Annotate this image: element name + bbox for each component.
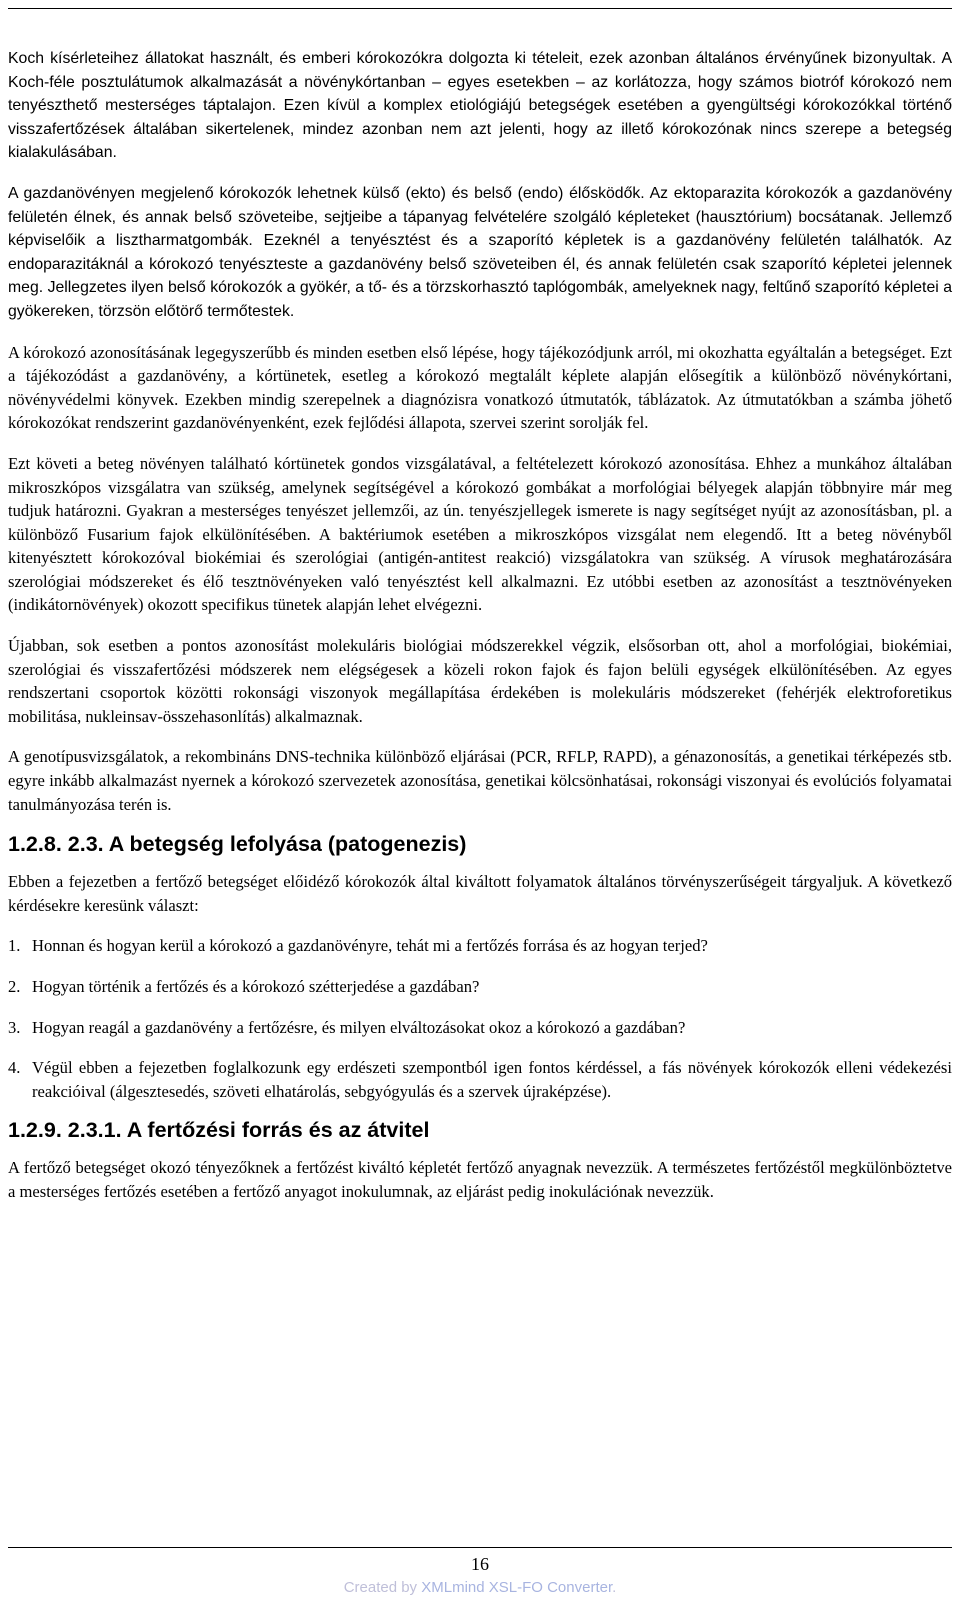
list-item (8, 934, 952, 958)
paragraph-parasites: A gazdanövényen megjelenő kórokozók lehetnek külső (ekto) és belső (endo) élősködők. Az ektoparazita kórokozók a gazdanövény felületén élnek, és annak belső szöveteibe, sejtjeibe a tápanyag felvételére szolgáló képleteket (hausztórium) bocsátanak. Jellemző képviselőik a lisztharmatgombák. Ezeknél a tenyésztést és a szaporító képletek is a gazdanövény felületén találhatók. Az endoparazitáknál a kórokozó tenyészteste a gazdanövény belső szöveteiben él, és annak felületén csak szaporító képletei jelennek meg. Jellegzetes ilyen belső kórokozók a gyökér, a tő- és a törzskorhasztó taplógombák, amelyeknek nagy, feltűnő szaporító képletei a gyökereken, törzsön előtörő termőtestek. (8, 184, 952, 320)
question-list (8, 934, 952, 1103)
list-item-number: 1. (8, 936, 21, 956)
converter-credit (0, 1578, 960, 1598)
paragraph-genotype: A genotípusvizsgálatok, a rekombináns DNS-technika különböző eljárásai (PCR, RFLP, RAPD), a génazonosítás, a genetikai térképezés stb. egyre inkább alkalmazást nyernek a kórokozó szervezetek azonosítása, genetikai kölcsönhatásai, rokonsági viszonyai és evolúciós folyamatai tanulmányozása terén is. (8, 747, 952, 814)
list-item (8, 1056, 952, 1103)
section-heading-pathogenesis: 1.2.8. 2.3. A betegség lefolyása (patogenezis) (8, 832, 467, 857)
paragraph-pathogenesis-intro: Ebben a fejezetben a fertőző betegséget előidéző kórokozók által kiváltott folyamatok általános törvényszerűségeit tárgyaljuk. A következő kérdésekre keresünk választ: (8, 872, 952, 915)
header-rule (8, 8, 952, 9)
list-item-text: Honnan és hogyan kerül a kórokozó a gazdanövényre, tehát mi a fertőzés forrása és az hogyan terjed? (32, 936, 708, 956)
list-item (8, 975, 952, 999)
list-item-number: 4. (8, 1058, 21, 1078)
list-item-text: Hogyan reagál a gazdanövény a fertőzésre, és milyen elváltozásokat okoz a kórokozó a gazdában? (32, 1017, 686, 1037)
paragraph-koch: Koch kísérleteihez állatokat használt, és emberi kórokozókra dolgozta ki tételeit, ezek azonban általános érvényűnek bizonyultak. A Koch-féle posztulátumok alkalmazását a növénykórtanban – egyes esetekben – az korlátozza, hogy számos biotróf kórokozó nem tenyészthető mesterséges táptalajon. Ezen kívül a komplex etiológiájú betegségek esetében a gyengültségi kórokozókkal történő visszafertőzések általában sikertelenek, mindez azonban nem azt jelenti, hogy az illető kórokozónak nincs szerepe a betegség kialakulásában. (8, 50, 952, 162)
paragraph-infection-source: A fertőző betegséget okozó tényezőknek a fertőzést kiváltó képletét fertőző anyagnak nevezzük. A természetes fertőzéstől megkülönböztetve a mesterséges fertőzés esetében a fertőző anyagot inokulumnak, az eljárást pedig inokulációnak nevezzük. (8, 1158, 952, 1201)
list-item (8, 1016, 952, 1040)
list-item-number: 3. (8, 1017, 21, 1037)
page-number: 16 (471, 1554, 489, 1574)
paragraph-microscopy: Ezt követi a beteg növényen található kórtünetek gondos vizsgálatával, a feltételezett kórokozó azonosítása. Ehhez a munkához általában mikroszkópos vizsgálatra van szükség, amelynek segítségével a kórokozó gombákat a morfológiai bélyegek alapján többnyire már meg tudjuk határozni. Gyakran a mesterséges tenyészet jellemzői, az ún. tenyészjellegek ismerete is nagy segítséget nyújt az azonosításban, pl. a különböző Fusarium fajok elkülönítésében. A baktériumok esetében a mikroszkópos vizsgálat nem elegendő. Itt a beteg növényből kitenyésztett kórokozóval biokémiai és szerológiai (antigén-antitest reakció) vizsgálatokra van szükség. A vírusok meghatározására szerológiai módszereket és élő tesztnövényeken való tenyésztést kell alkalmazni. Ez utóbbi esetben az azonosítást a tesztnövényeken (indikátornövények) okozott specifikus tünetek alapján lehet elvégezni. (8, 453, 952, 615)
paragraph-molecular: Újabban, sok esetben a pontos azonosítást molekuláris biológiai módszerekkel végzik, elsősorban ott, ahol a morfológiai, biokémiai, szerológiai és visszafertőzési módszerek nem elégségesek a közeli rokon fajok és fajon belüli egységek elkülönítésében. Az egyes rendszertani csoportok közötti rokonsági viszonyok megállapítása érdekében is molekuláris módszereket (fehérjék elektroforetikus mobilitása, nukleinsav-összehasonlítás) alkalmaznak. (8, 636, 952, 726)
credit-brand-link[interactable]: XMLmind XSL-FO Converter (421, 1579, 613, 1596)
paragraph-identification: A kórokozó azonosításának legegyszerűbb és minden esetben első lépése, hogy tájékozódjunk arról, mi okozhatta egyáltalán a betegséget. Ezt a tájékozódást a gazdanövény, a kórtünetek, esetleg a kórokozó megtalált képlete alapján elősegítik a különböző növénykórtani, növényvédelmi könyvek. Ezekben mindig szerepelnek a diagnózisra vonatkozó útmutatók, táblázatok. Az útmutatókban a számba jöhető kórokozókat rendszerint gazdanövényenként, ezek fejlődési állapota, szervei szerint sorolják fel. (8, 342, 952, 433)
list-item-text: Hogyan történik a fertőzés és a kórokozó szétterjedése a gazdában? (32, 977, 480, 996)
credit-prefix: Created by (343, 1579, 422, 1596)
list-item-text: Végül ebben a fejezetben foglalkozunk egy erdészeti szempontból igen fontos kérdéssel, a fás növények kórokozók elleni védekezési reakcióival (álgesztesedés, szöveti elhatárolás, sebgyógyulás és a szervek újraképzése). (32, 1058, 952, 1101)
section-heading-infection-source: 1.2.9. 2.3.1. A fertőzési forrás és az átvitel (8, 1118, 430, 1143)
credit-suffix: . (612, 1579, 617, 1596)
footer-rule (8, 1547, 952, 1548)
page-content (8, 47, 952, 1204)
list-item-number: 2. (8, 977, 21, 996)
